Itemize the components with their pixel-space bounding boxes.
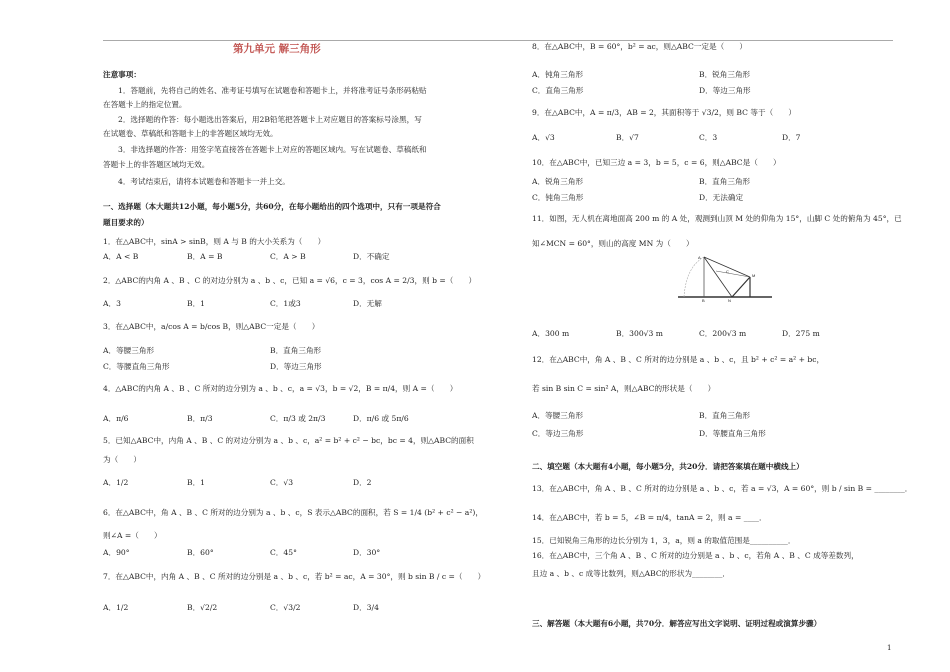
label-m: M	[752, 273, 756, 278]
option: A．等腰三角形	[532, 411, 584, 420]
question-stem: 1．在△ABC中，sinA > sinB，则 A 与 B 的大小关系为（ ）	[103, 237, 326, 246]
option: B．√7	[616, 133, 639, 142]
option: A．1/2	[103, 603, 129, 612]
question-stem: 12．在△ABC中，角 A 、B 、C 所对的边分别是 a 、b 、c，且 b² + c² = a² + bc，	[532, 355, 825, 364]
option: C．A > B	[270, 252, 306, 261]
option: C．√3	[270, 478, 294, 487]
question-stem: 5．已知△ABC中，内角 A 、B 、C 的对边分别为 a 、b 、c，a² = b² + c² − bc，bc = 4，则△ABC的面积	[103, 436, 474, 445]
option: D．7	[782, 133, 801, 142]
option: C．等边三角形	[532, 429, 584, 438]
fill-question: 15．已知锐角三角形的边长分别为 1，3，a，则 a 的取值范围是__________．	[532, 536, 796, 545]
option: C．直角三角形	[532, 86, 584, 95]
option: D．275 m	[782, 329, 820, 338]
notice-heading: 注意事项：	[103, 70, 141, 79]
option: C．45°	[270, 548, 297, 557]
section2-heading: 二、填空题（本大题有4小题，每小题5分，共20分．请把答案填在题中横线上）	[532, 462, 804, 471]
label-n: N	[728, 298, 731, 303]
section1-heading: 一、选择题（本大题共12小题，每小题5分，共60分，在每小题给出的四个选项中，只有一项是符合	[103, 202, 441, 211]
top-rule	[103, 40, 893, 41]
notice-line: 4．考试结束后，请将本试题卷和答题卡一并上交。	[118, 177, 290, 186]
option: C．钝角三角形	[532, 193, 584, 202]
option: B．A = B	[187, 252, 223, 261]
question-stem: 8．在△ABC中，B = 60°，b² = ac，则△ABC一定是（ ）	[532, 42, 747, 51]
option: D．π/6 或 5π/6	[353, 414, 409, 423]
option: D．30°	[353, 548, 381, 557]
notice-line: 2．选择题的作答：每小题选出答案后，用2B铅笔把答题卡上对应题目的答案标号涂黑，写	[118, 115, 422, 124]
option: B．π/3	[187, 414, 213, 423]
fill-question: 16．在△ABC中，三个角 A 、B 、C 所对的边分别是 a 、b 、c，若角 A 、B 、C 成等差数列，	[532, 551, 859, 560]
question-stem: 3．在△ABC中，a/cos A = b/cos B，则△ABC一定是（ ）	[103, 322, 320, 331]
label-a: A	[698, 255, 701, 260]
question-stem: 为（ ）	[103, 455, 141, 464]
fill-question: 14．在△ABC中，若 b = 5，∠B = π/4，tanA = 2，则 a = ____．	[532, 513, 767, 522]
option: D．2	[353, 478, 372, 487]
question-stem: 7．在△ABC中，内角 A 、B 、C 所对的边分别是 a 、b 、c，若 b² = ac，A = 30°，则 b sin B / c =（ ）	[103, 572, 486, 581]
option: A．1/2	[103, 478, 129, 487]
question-stem: 则∠A =（ ）	[103, 531, 162, 540]
question-stem: 10．在△ABC中，已知三边 a = 3，b = 5，c = 6，则△ABC是（ ）	[532, 158, 781, 167]
option: B．300√3 m	[616, 329, 663, 338]
option: B．直角三角形	[270, 346, 322, 355]
option: A．3	[103, 299, 121, 308]
drone-mountain-figure	[676, 253, 774, 303]
horizontal-aux	[716, 271, 750, 277]
section3-heading: 三、解答题（本大题有6小题，共70分．解答应写出文字说明、证明过程或演算步骤）	[532, 619, 822, 628]
question-stem: 6．在△ABC中，角 A 、B 、C 所对的边分别为 a 、b 、c，S 表示△ABC的面积，若 S = 1/4 (b² + c² − a²)，	[103, 508, 483, 517]
option: C．3	[699, 133, 718, 142]
option: D．等边三角形	[699, 86, 751, 95]
option: B．锐角三角形	[699, 70, 751, 79]
option: A．√3	[532, 133, 555, 142]
option: C．√3/2	[270, 603, 301, 612]
option: A．300 m	[532, 329, 570, 338]
option: A．π/6	[103, 414, 129, 423]
option: B．直角三角形	[699, 411, 751, 420]
notice-line: 在试题卷、草稿纸和答题卡上的非答题区域均无效。	[103, 129, 278, 138]
option: B．直角三角形	[699, 177, 751, 186]
option: B．1	[187, 478, 206, 487]
label-b: B	[702, 298, 705, 303]
question-stem: 若 sin B sin C = sin² A，则△ABC的形状是（ ）	[532, 384, 716, 393]
notice-line: 答题卡上的非答题区域均无效。	[103, 160, 210, 169]
option: C．π/3 或 2π/3	[270, 414, 326, 423]
option: A．锐角三角形	[532, 177, 584, 186]
question-stem: 2．△ABC的内角 A 、B 、C 的对边分别为 a 、b 、c，已知 a = √6，c = 3，cos A = 2/3，则 b =（ ）	[103, 276, 477, 285]
arc	[684, 257, 704, 297]
option: D．无解	[353, 299, 382, 308]
slope	[732, 277, 750, 297]
option: C．200√3 m	[699, 329, 747, 338]
option: C．等腰直角三角形	[103, 362, 170, 371]
fill-question: 13．在△ABC中，角 A 、B 、C 所对的边分别是 a 、b 、c，若 a = √3，A = 60°，则 b / sin B = ________．	[532, 484, 913, 493]
question-stem: 知∠MCN = 60°，则山的高度 MN 为（ ）	[532, 239, 694, 248]
option: A．A < B	[103, 252, 139, 261]
section1-heading-cont: 题目要求的）	[103, 218, 149, 227]
option: D．不确定	[353, 252, 390, 261]
question-stem: 9．在△ABC中，A = π/3，AB = 2，其面积等于 √3/2，则 BC 等于（ ）	[532, 108, 796, 117]
option: D．等腰直角三角形	[699, 429, 766, 438]
option: D．无法确定	[699, 193, 744, 202]
option: B．√2/2	[187, 603, 218, 612]
option: A．钝角三角形	[532, 70, 584, 79]
question-stem: 11．如图，无人机在离地面高 200 m 的 A 处，观测到山顶 M 处的仰角为 15°，山脚 C 处的俯角为 45°，已	[532, 214, 902, 223]
page-number: 1	[887, 644, 892, 652]
option: A．90°	[103, 548, 130, 557]
option: B．60°	[187, 548, 214, 557]
notice-line: 3．非选择题的作答：用签字笔直接答在答题卡上对应的答题区域内。写在试题卷、草稿纸和	[118, 145, 427, 154]
fill-question: 且边 a 、b 、c 成等比数列，则△ABC的形状为________．	[532, 569, 731, 578]
option: A．等腰三角形	[103, 346, 155, 355]
notice-line: 在答题卡上的指定位置。	[103, 100, 187, 109]
option: D．3/4	[353, 603, 379, 612]
option: C．1或3	[270, 299, 301, 308]
page-title: 第九单元 解三角形	[233, 43, 321, 55]
notice-line: 1．答题前，先将自己的姓名、准考证号填写在试题卷和答题卡上，并将准考证号条形码粘贴	[118, 86, 427, 95]
option: D．等边三角形	[270, 362, 322, 371]
question-stem: 4．△ABC的内角 A 、B 、C 所对的边分别为 a 、b 、c，a = √3，b = √2，B = π/4，则 A =（ ）	[103, 384, 458, 393]
option: B．1	[187, 299, 206, 308]
label-c: C	[726, 269, 729, 274]
